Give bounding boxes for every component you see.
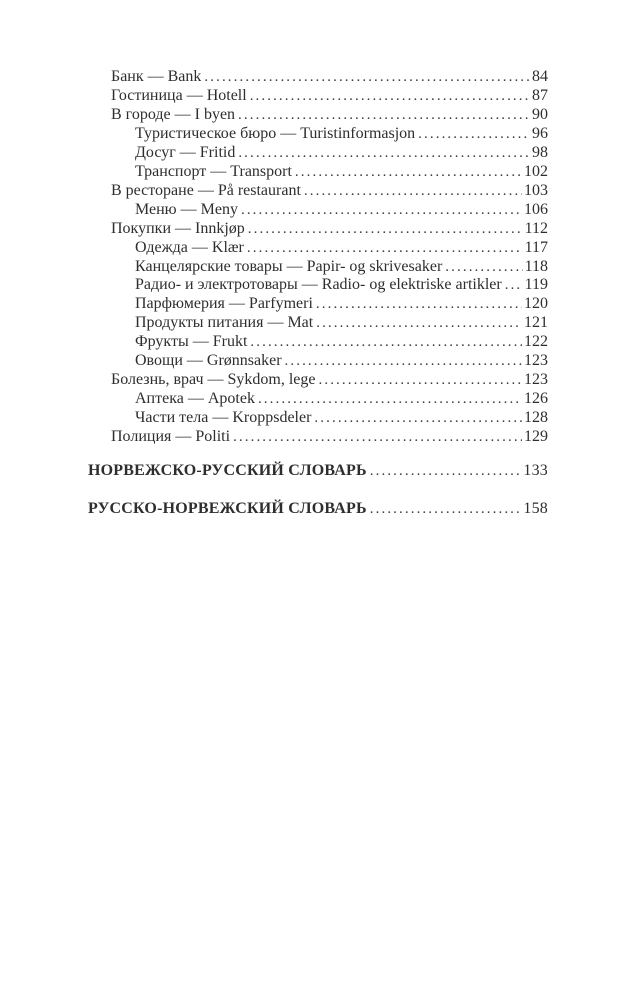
toc-entry-page-number: 121 bbox=[524, 314, 548, 332]
toc-entry-page-number: 98 bbox=[532, 143, 548, 161]
toc-entry bbox=[88, 144, 548, 163]
toc-entry-title: Фрукты — Frukt bbox=[135, 333, 248, 351]
toc-entry-title: Покупки — Innkjøp bbox=[111, 219, 245, 237]
toc-entry bbox=[88, 314, 548, 333]
toc-entry-title: Болезнь, врач — Sykdom, lege bbox=[111, 371, 316, 389]
toc-entry-page-number: 119 bbox=[524, 276, 548, 294]
toc-entry-title: Канцелярские товары — Papir- og skrivesaker bbox=[135, 257, 443, 275]
toc-entry-title: Транспорт — Transport bbox=[135, 162, 292, 180]
toc-entry-title: Банк — Bank bbox=[111, 68, 202, 85]
dot-leader bbox=[238, 144, 530, 163]
dot-leader bbox=[445, 258, 522, 277]
dot-leader bbox=[248, 220, 523, 239]
dot-leader bbox=[250, 87, 530, 106]
toc-entry-page-number: 128 bbox=[524, 409, 548, 427]
toc-entry-page-number: 96 bbox=[532, 124, 548, 142]
dot-leader bbox=[295, 163, 522, 182]
toc-entry bbox=[88, 220, 548, 239]
toc-entry-title: Овощи — Grønnsaker bbox=[135, 352, 282, 370]
toc-entry-page-number: 129 bbox=[524, 428, 548, 446]
toc-entry bbox=[88, 352, 548, 371]
toc-entry-title: Досуг — Fritid bbox=[135, 143, 236, 161]
toc-entry-page-number: 126 bbox=[524, 390, 548, 408]
dot-leader bbox=[319, 371, 523, 390]
toc-entry bbox=[88, 201, 548, 220]
toc-entry bbox=[88, 258, 548, 277]
dot-leader bbox=[314, 409, 522, 428]
toc-entry-page-number: 103 bbox=[524, 181, 548, 199]
toc-entry-title: Туристическое бюро — Turistinformasjon bbox=[135, 124, 416, 142]
toc-entry-page-number: 87 bbox=[532, 86, 548, 104]
dot-leader bbox=[238, 106, 530, 125]
toc-entry bbox=[88, 87, 548, 106]
toc-entry bbox=[88, 371, 548, 390]
toc-entry-page-number: 122 bbox=[524, 333, 548, 351]
toc-entry-title: В городе — I byen bbox=[111, 105, 236, 123]
toc-entry bbox=[88, 409, 548, 428]
toc-entry-title: Аптека — Apotek bbox=[135, 390, 255, 408]
toc-entry-title: Одежда — Klær bbox=[135, 238, 244, 256]
toc-entry-title: Радио- и электротовары — Radio- og elektriske artikler bbox=[135, 276, 502, 294]
toc-entry-page-number: 90 bbox=[532, 105, 548, 123]
dot-leader bbox=[316, 295, 522, 314]
dot-leader bbox=[418, 125, 530, 144]
toc-entry-title: НОРВЕЖСКО-РУССКИЙ СЛОВАРЬ bbox=[88, 462, 367, 480]
toc-entry-page-number: 112 bbox=[524, 219, 548, 237]
toc-entry-title: Меню — Meny bbox=[135, 200, 238, 218]
toc-entry-title: Парфюмерия — Parfymeri bbox=[135, 295, 313, 313]
toc-entry-page-number: 117 bbox=[524, 238, 548, 256]
toc-entry-page-number: 123 bbox=[524, 371, 548, 389]
toc-entry-title: РУССКО-НОРВЕЖСКИЙ СЛОВАРЬ bbox=[88, 500, 367, 518]
dot-leader bbox=[241, 201, 522, 220]
dot-leader bbox=[204, 68, 530, 87]
toc-entry-title: Части тела — Kroppsdeler bbox=[135, 409, 312, 427]
toc-entry bbox=[88, 295, 548, 314]
toc-entry-page-number: 106 bbox=[524, 200, 548, 218]
toc-entry bbox=[88, 68, 548, 87]
toc-entry bbox=[88, 428, 548, 447]
toc-entry-page-number: 102 bbox=[524, 162, 548, 180]
toc-entry-page-number: 158 bbox=[523, 500, 548, 518]
toc-entry-title: Продукты питания — Mat bbox=[135, 314, 314, 332]
dot-leader bbox=[316, 314, 522, 333]
dot-leader bbox=[304, 182, 522, 201]
dot-leader bbox=[370, 462, 522, 481]
toc-entry bbox=[88, 276, 548, 295]
dot-leader bbox=[250, 333, 522, 352]
toc-entry-page-number: 123 bbox=[524, 352, 548, 370]
toc-entry bbox=[88, 163, 548, 182]
toc-entry bbox=[88, 462, 548, 481]
toc-entry-page-number: 118 bbox=[524, 257, 548, 275]
dot-leader bbox=[285, 352, 522, 371]
toc-entry-title: Гостиница — Hotell bbox=[111, 86, 247, 104]
toc-entry bbox=[88, 333, 548, 352]
dot-leader bbox=[370, 500, 522, 519]
toc-entry-page-number: 120 bbox=[524, 295, 548, 313]
toc-entry bbox=[88, 106, 548, 125]
table-of-contents bbox=[88, 68, 548, 519]
dot-leader bbox=[233, 428, 522, 447]
dot-leader bbox=[258, 390, 522, 409]
toc-entry bbox=[88, 125, 548, 144]
dot-leader bbox=[247, 239, 523, 258]
toc-entry bbox=[88, 182, 548, 201]
toc-entry-title: Полиция — Politi bbox=[111, 428, 231, 446]
toc-entry-title: В ресторане — På restaurant bbox=[111, 181, 301, 199]
toc-entry-page-number: 133 bbox=[523, 462, 548, 480]
toc-entry bbox=[88, 239, 548, 258]
toc-entry bbox=[88, 500, 548, 519]
dot-leader bbox=[505, 276, 523, 295]
toc-entry bbox=[88, 390, 548, 409]
toc-entry-page-number: 84 bbox=[532, 68, 548, 85]
